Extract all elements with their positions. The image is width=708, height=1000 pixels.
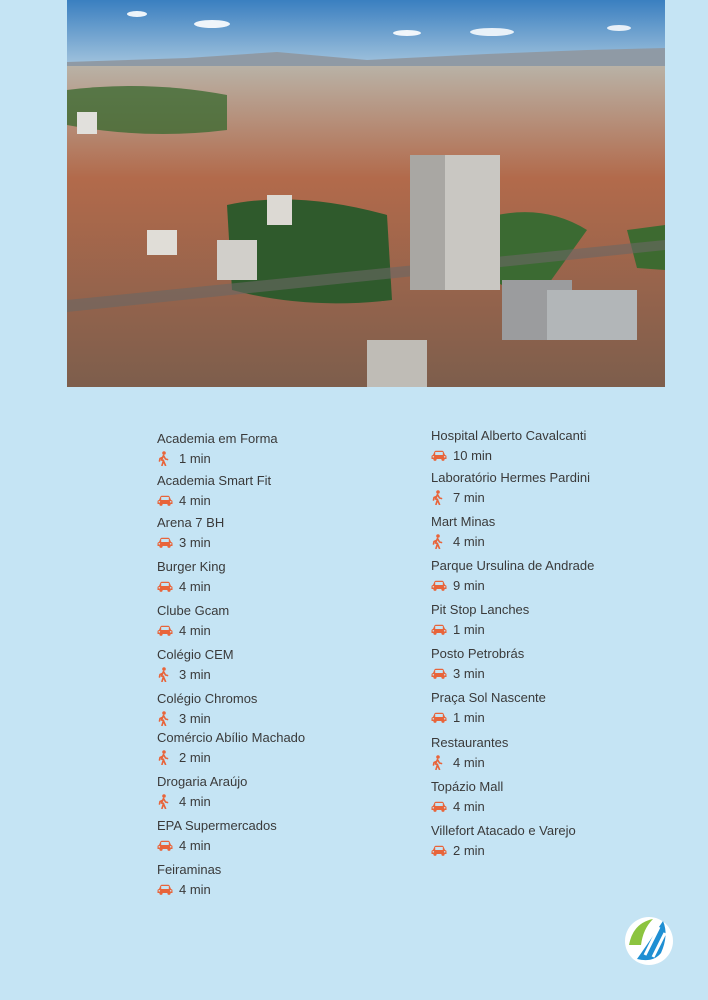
car-icon (157, 492, 179, 508)
location-item-laboratorio-hermes-pardini (431, 470, 691, 505)
travel-time (431, 754, 691, 770)
location-item-epa-supermercados (157, 818, 417, 853)
walking-person-icon (157, 666, 179, 682)
travel-time (431, 842, 691, 858)
travel-time (431, 577, 691, 593)
location-item-colegio-chromos (157, 691, 417, 726)
location-item-academia-smart-fit (157, 473, 417, 508)
car-icon (431, 577, 453, 593)
travel-time (157, 837, 417, 853)
car-icon (431, 621, 453, 637)
travel-time (157, 793, 417, 809)
travel-time (431, 709, 691, 725)
brand-logo (623, 915, 675, 967)
travel-time (157, 492, 417, 508)
car-icon (431, 842, 453, 858)
location-item-comercio-abilio-machado (157, 730, 417, 765)
walking-person-icon (157, 710, 179, 726)
location-name: Praça Sol Nascente (431, 690, 546, 705)
travel-time-value: 10 min (453, 447, 493, 463)
car-icon (431, 709, 453, 725)
car-icon (157, 837, 179, 853)
travel-time-value: 4 min (453, 798, 485, 814)
walking-person-icon (157, 793, 179, 809)
travel-time-value: 7 min (453, 489, 485, 505)
travel-time-value: 4 min (453, 533, 485, 549)
location-item-feiraminas (157, 862, 417, 897)
travel-time (157, 881, 417, 897)
travel-time-value: 3 min (179, 710, 211, 726)
location-item-clube-gcam (157, 603, 417, 638)
location-name: EPA Supermercados (157, 818, 277, 833)
location-name: Laboratório Hermes Pardini (431, 470, 590, 485)
travel-time (157, 450, 417, 466)
location-item-topazio-mall (431, 779, 691, 814)
travel-time-value: 1 min (453, 621, 485, 637)
location-item-pit-stop-lanches (431, 602, 691, 637)
location-item-posto-petrobras (431, 646, 691, 681)
travel-time (431, 489, 691, 505)
location-item-arena-7-bh (157, 515, 417, 550)
travel-time-value: 4 min (179, 578, 211, 594)
travel-time (157, 749, 417, 765)
location-name: Mart Minas (431, 514, 496, 529)
car-icon (431, 447, 453, 463)
location-item-restaurantes (431, 735, 691, 770)
travel-time-value: 3 min (453, 665, 485, 681)
walking-person-icon (431, 533, 453, 549)
location-name: Villefort Atacado e Varejo (431, 823, 576, 838)
walking-person-icon (157, 450, 179, 466)
car-icon (431, 665, 453, 681)
location-item-hospital-alberto-cavalcanti (431, 428, 691, 463)
travel-time (431, 447, 691, 463)
walking-person-icon (431, 489, 453, 505)
location-item-mart-minas (431, 514, 691, 549)
location-name: Hospital Alberto Cavalcanti (431, 428, 587, 443)
location-name: Parque Ursulina de Andrade (431, 558, 595, 573)
travel-time-value: 4 min (179, 492, 211, 508)
location-name: Arena 7 BH (157, 515, 225, 530)
location-name: Posto Petrobrás (431, 646, 525, 661)
travel-time (431, 798, 691, 814)
location-name: Topázio Mall (431, 779, 504, 794)
travel-time (157, 622, 417, 638)
travel-time (157, 710, 417, 726)
travel-time-value: 4 min (179, 793, 211, 809)
location-item-burger-king (157, 559, 417, 594)
travel-time-value: 4 min (179, 881, 211, 897)
location-name: Drogaria Araújo (157, 774, 248, 789)
travel-time (157, 578, 417, 594)
travel-time (431, 665, 691, 681)
location-name: Comércio Abílio Machado (157, 730, 306, 745)
travel-time-value: 9 min (453, 577, 485, 593)
travel-time-value: 3 min (179, 534, 211, 550)
travel-time-value: 4 min (179, 622, 211, 638)
location-item-drogaria-araujo (157, 774, 417, 809)
travel-time-value: 2 min (453, 842, 485, 858)
car-icon (157, 881, 179, 897)
travel-time-value: 4 min (453, 754, 485, 770)
walking-person-icon (157, 749, 179, 765)
car-icon (431, 798, 453, 814)
location-item-parque-ursulina-de-andrade (431, 558, 691, 593)
location-name: Restaurantes (431, 735, 509, 750)
location-name: Colégio Chromos (157, 691, 258, 706)
aerial-city-photo (67, 0, 665, 387)
location-name: Academia Smart Fit (157, 473, 272, 488)
travel-time-value: 1 min (179, 450, 211, 466)
travel-time-value: 1 min (453, 709, 485, 725)
travel-time (157, 666, 417, 682)
location-name: Pit Stop Lanches (431, 602, 530, 617)
location-name: Feiraminas (157, 862, 222, 877)
location-name: Academia em Forma (157, 431, 278, 446)
location-name: Clube Gcam (157, 603, 230, 618)
location-name: Burger King (157, 559, 226, 574)
car-icon (157, 578, 179, 594)
travel-time (157, 534, 417, 550)
travel-time (431, 533, 691, 549)
car-icon (157, 622, 179, 638)
travel-time (431, 621, 691, 637)
car-icon (157, 534, 179, 550)
travel-time-value: 4 min (179, 837, 211, 853)
location-item-colegio-cem (157, 647, 417, 682)
location-item-academia-em-forma (157, 431, 417, 466)
travel-time-value: 3 min (179, 666, 211, 682)
location-item-villefort-atacado-e-varejo (431, 823, 691, 858)
location-name: Colégio CEM (157, 647, 234, 662)
travel-time-value: 2 min (179, 749, 211, 765)
location-item-praca-sol-nascente (431, 690, 691, 725)
walking-person-icon (431, 754, 453, 770)
